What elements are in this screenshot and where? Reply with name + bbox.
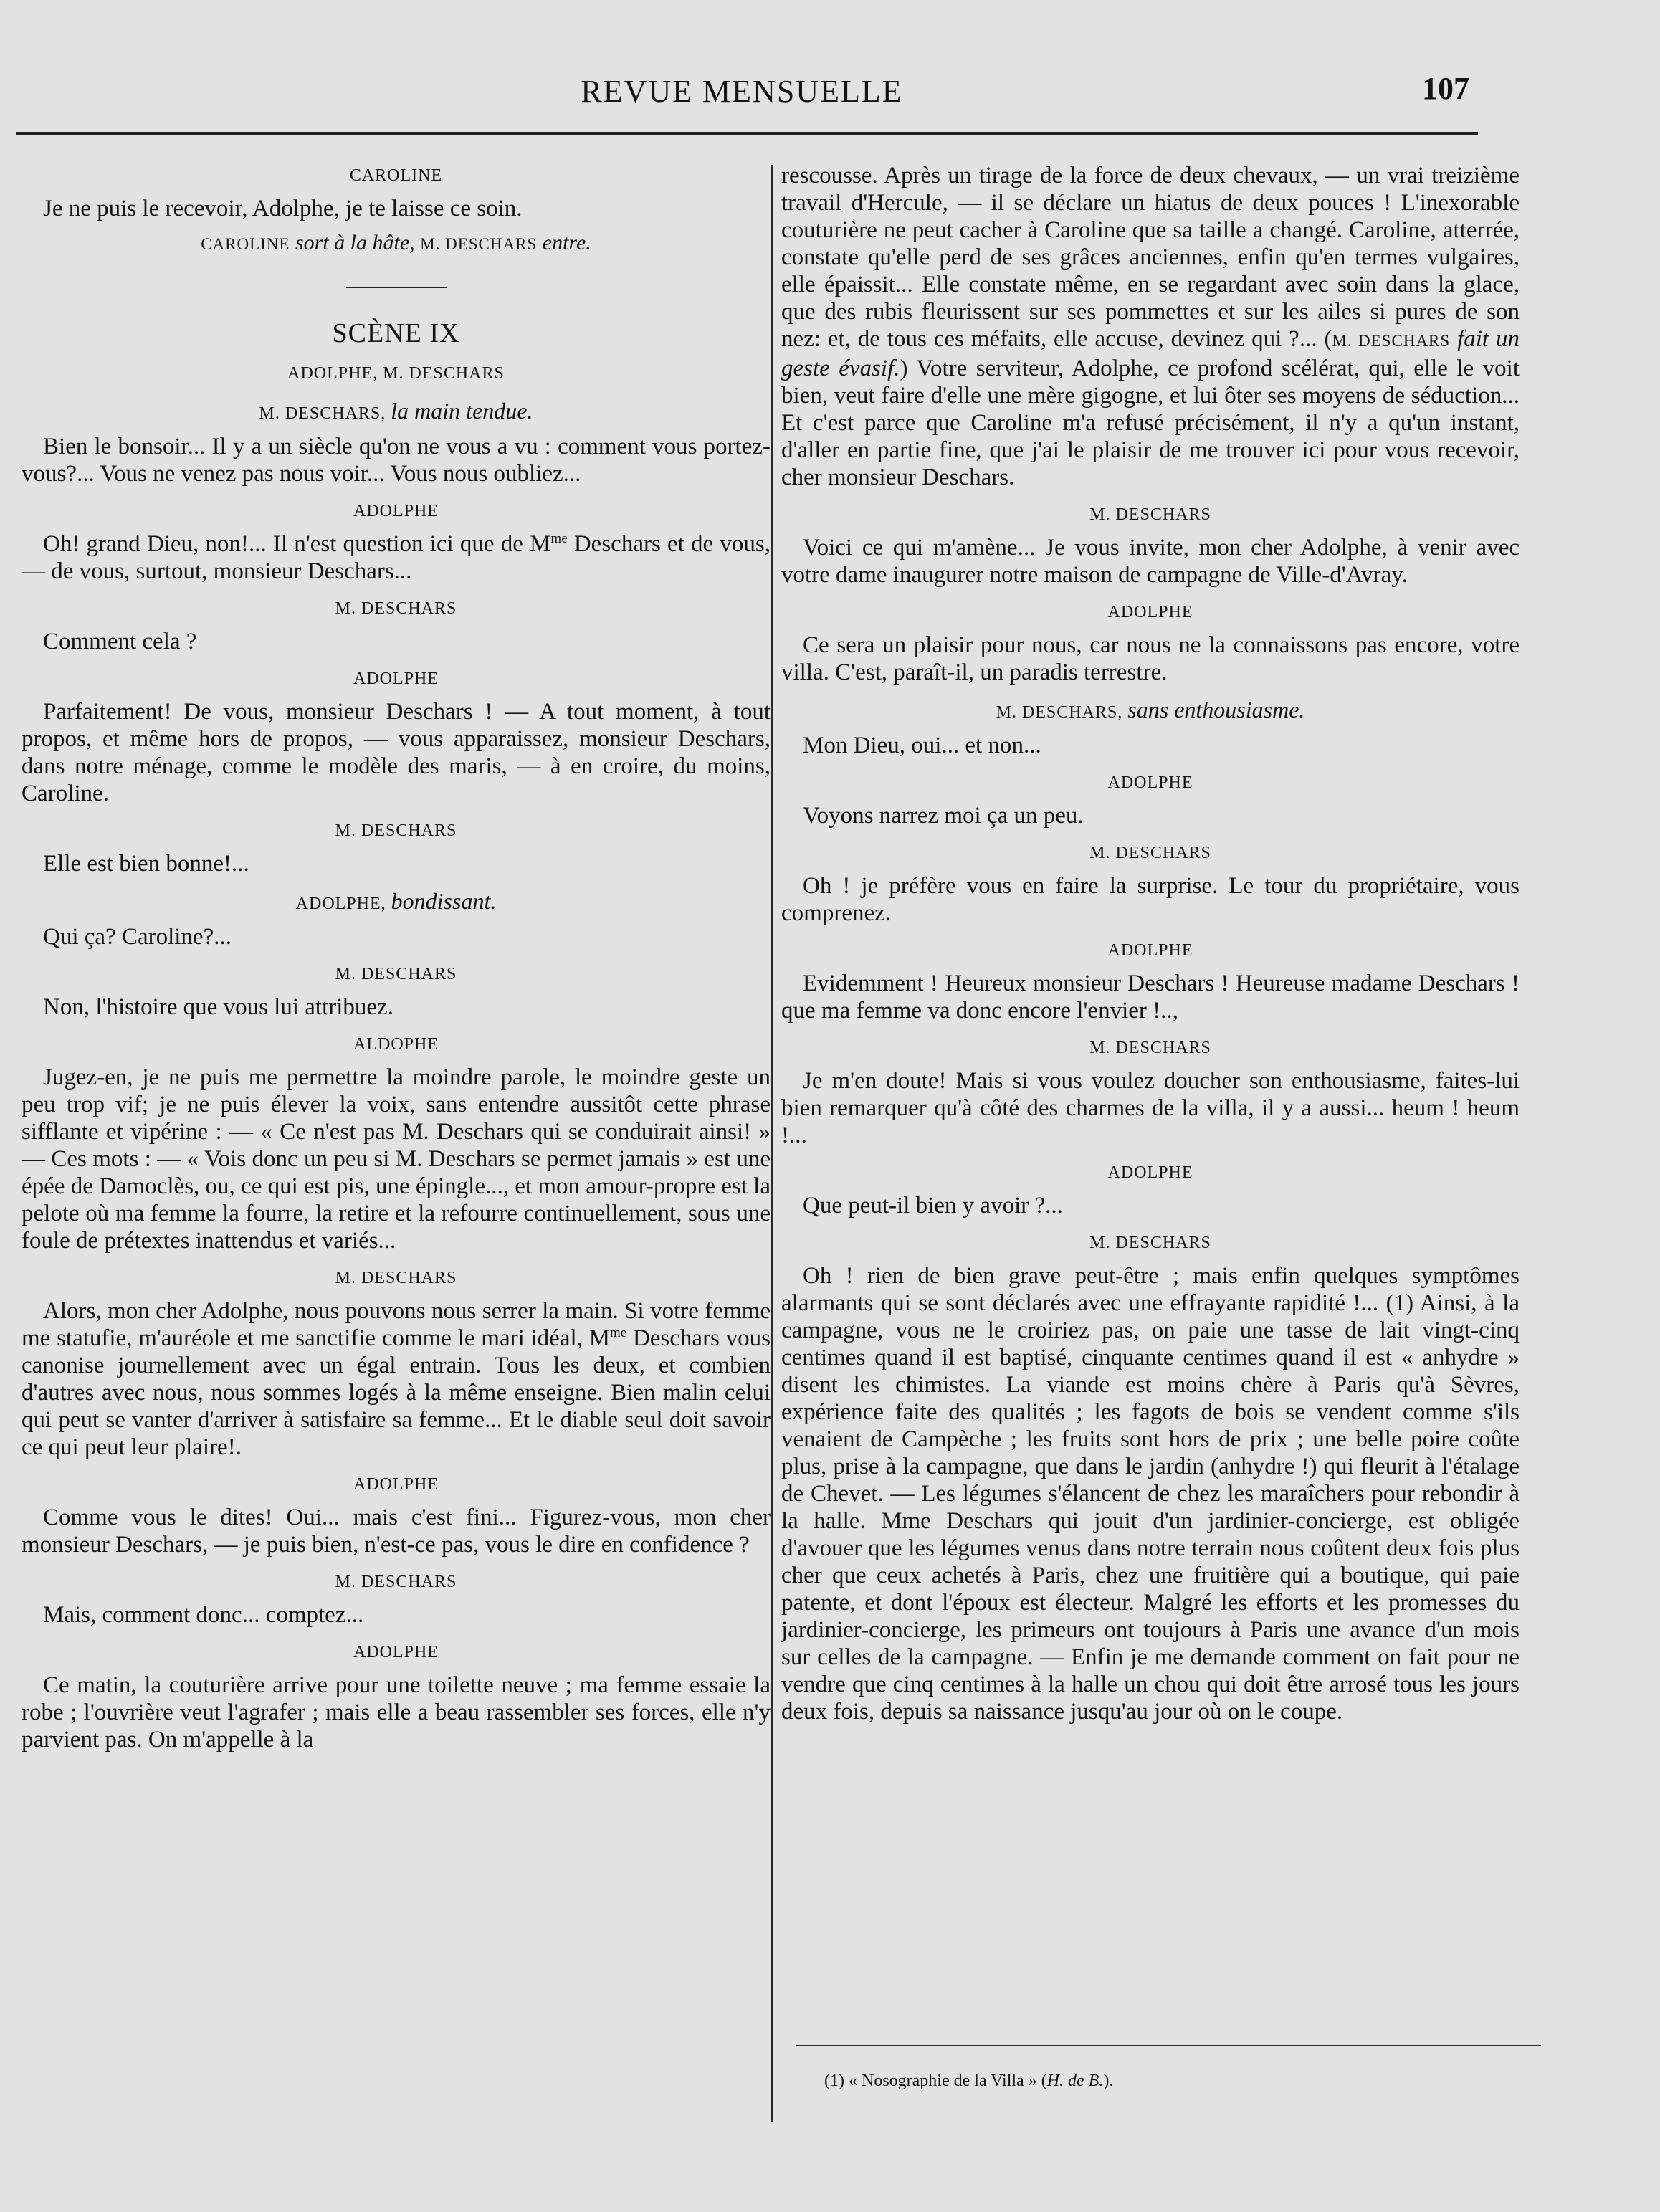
speaker-name [22,400,771,424]
text-run: Deschars vous canonise journellement avec un égal entrain. Tous les deux, et combien d'autres avec nous, nous sommes logés à la même enseigne. Bien malin celui qui peut se vanter d'arriver à satisfaire sa femme... Et le diable seul doit savoir ce qui peut leur plaire!. [22,1325,771,1460]
speaker-name: M. DESCHARS [335,821,457,840]
dialogue-text: Ce sera un plaisir pour nous, car nous ne la connaissons pas encore, votre villa. C'est, paraît-il, un paradis terrestre. [781,632,1520,685]
dialogue-text: Que peut-il bien y avoir ?... [803,1193,1063,1219]
superscript: me [550,531,568,546]
page-number: 107 [1422,71,1469,106]
scene-characters: ADOLPHE, M. DESCHARS [287,364,505,383]
text-run: ) Votre serviteur, Adolphe, ce profond scélérat, qui, elle le voit bien, veut faire d'elle une mère gigogne, et lui ôter ses moyens de séduction... Et c'est parce que Caroline m'a refusé précisément, il n'y a qu'un instant, d'aller en partie fine, que j'ai le plaisir de me trouver ici pour vous recevoir, cher monsieur Deschars. [781,356,1520,490]
text-run: Deschars et de vous, — de vous, surtout, monsieur Deschars... [22,531,771,584]
dialogue-text: Voici ce qui m'amène... Je vous invite, mon cher Adolphe, à venir avec votre dame inaugurer notre maison de campagne de Ville-d'Avray. [781,535,1520,588]
journal-title: REVUE MENSUELLE [581,74,903,109]
dialogue-text: Bien le bonsoir... Il y a un siècle qu'on ne vous a vu : comment vous portez-vous?... Vous ne venez pas nous voir... Vous nous oubliez... [22,434,771,487]
dialogue-text: Mais, comment donc... comptez... [43,1602,364,1628]
speaker-name: ADOLPHE [353,1643,439,1662]
footnote-rule [796,2045,1541,2046]
footnote-text: (1) « Nosographie de la Villa » ( [824,2072,1047,2090]
speaker-name: ALDOPHE [353,1035,439,1054]
speaker-name: ADOLPHE [1107,1163,1193,1182]
running-header [14,69,1469,119]
footnote-text: ). [1103,2072,1114,2090]
speaker-name [22,890,771,915]
speaker-name: ADOLPHE [353,502,439,520]
speaker-name: M. DESCHARS [1089,505,1211,524]
scene-separator [346,287,447,288]
stage-direction [22,229,771,258]
speaker-label: ADOLPHE, [295,895,386,913]
dialogue-text: Je ne puis le recevoir, Adolphe, je te laisse ce soin. [43,196,523,221]
inline-character: M. DESCHARS [1332,332,1451,350]
speaker-name: M. DESCHARS [1089,1039,1211,1057]
speaker-name [781,699,1520,723]
speaker-name: ADOLPHE [353,669,439,688]
speaker-name: ADOLPHE [1107,941,1193,960]
stage-text: entre. [542,231,591,254]
dialogue-text: Comme vous le dites! Oui... mais c'est fini... Figurez-vous, mon cher monsieur Deschars, — je puis bien, n'est-ce pas, vous le dire en confidence ? [22,1505,771,1558]
footnote [824,2072,1469,2091]
speaker-name: M. DESCHARS [1089,844,1211,862]
dialogue-text [22,530,771,585]
dialogue-text: Evidemment ! Heureux monsieur Deschars ! Heureuse madame Deschars ! que ma femme va donc encore l'envier !.., [781,971,1520,1024]
dialogue-text: Parfaitement! De vous, monsieur Deschars ! — A tout moment, à tout propos, et même hors de propos, — vous apparaissez, monsieur Deschars, dans notre ménage, comme le modèle des maris, — à en croire, du moins, Caroline. [22,699,771,806]
speaker-name: CAROLINE [349,166,443,185]
speaker-name: M. DESCHARS [1089,1234,1211,1252]
text-run: Oh! grand Dieu, non!... Il n'est question ici que de M [43,531,551,557]
stage-text: sort à la hâte, [295,231,415,254]
inline-direction: fait un geste évasif. [781,326,1520,381]
stage-character: CAROLINE [201,235,290,253]
text-run: rescousse. Après un tirage de la force de deux chevaux, — un vrai treizième travail d'Hercule, — il se déclare un hiatus de deux pouces ! L'inexorable couturière ne peut cacher à Caroline que sa taille a changé. Caroline, atterrée, constate qu'elle perd de ses grâces anciennes, enfin qu'en termes vulgaires, elle épaissit... Elle constate même, en se regardant avec soin dans la glace, que des rubis fleurissent sur ses pommettes et sur les ailes si pures de son nez: et, de tous ces méfaits, elle accuse, devinez qui ?... ( [781,163,1520,352]
stage-character: M. DESCHARS [420,235,538,253]
dialogue-text: Non, l'histoire que vous lui attribuez. [43,994,393,1020]
dialogue-text: Qui ça? Caroline?... [43,924,232,950]
speaker-name: ADOLPHE [1107,773,1193,792]
speaker-direction: bondissant. [391,888,497,914]
dialogue-text: Mon Dieu, oui... et non... [803,733,1041,758]
right-column [781,162,1520,1725]
dialogue-text: Oh ! je préfère vous en faire la surprise. Le tour du propriétaire, vous comprenez. [781,873,1520,926]
speaker-name: M. DESCHARS [335,1573,457,1591]
speaker-name: M. DESCHARS [335,599,457,618]
speaker-name: M. DESCHARS [335,1269,457,1287]
dialogue-text: Comment cela ? [43,629,197,654]
dialogue-text: Oh ! rien de bien grave peut-être ; mais enfin quelques symptômes alarmants qui se sont déclarés avec une effrayante rapidité !... (1) Ainsi, à la campagne, vous ne le croiriez pas, on paie une tasse de lait vingt-cinq centimes quand il est baptisé, cinquante centimes quand il est « anhydre » disent les chimistes. La viande est moins chère à Paris qu'à Sèvres, expérience faite des qualités ; les fagots de bois se vendent comme s'ils venaient de Campèche ; les fruits sont hors de prix ; une belle poire coûte plus, prise à la campagne, que dans le jardin (anhydre !) qui fleurit à l'étalage de Chevet. — Les légumes s'élancent de chez les maraîchers pour rebondir à la halle. Mme Deschars qui jouit d'un jardinier-concierge, est obligée d'avouer que les légumes venus dans notre terrain nous coûtent deux fois plus cher que ceux achetés à Paris, chez une fruitière qui a boutique, qui paie patente, et dont l'époux est électeur. Malgré les efforts et les promesses du jardinier-concierge, les primeurs ont toujours à Paris une avance d'un mois sur celles de la campagne. — Enfin je me demande comment on fait pour ne vendre que cinq centimes à la halle un chou qui doit être arrosé tous les jours deux fois, depuis sa naissance jusqu'au jour où on le coupe. [781,1263,1520,1725]
dialogue-text: Voyons narrez moi ça un peu. [803,803,1084,829]
left-column [22,162,771,1753]
speaker-label: M. DESCHARS, [996,703,1123,722]
speaker-name: ADOLPHE [353,1475,439,1494]
text-run: Alors, mon cher Adolphe, nous pouvons nous serrer la main. Si votre femme me statufie, m'auréole et me sanctifie comme le mari idéal, M [22,1298,771,1351]
header-rule [16,132,1478,135]
dialogue-text [781,162,1520,491]
dialogue-text: Elle est bien bonne!... [43,851,249,877]
dialogue-text: Jugez-en, je ne puis me permettre la moindre parole, le moindre geste un peu trop vif; je ne puis élever la voix, sans entendre aussitôt cette phrase sifflante et vipérine : — « Ce n'est pas M. Deschars qui se conduirait ainsi! » — Ces mots : — « Vois donc un peu si M. Deschars se permet jamais » est une épée de Damoclès, ou, ce qui est pis, une épingle..., et mon amour-propre est la pelote où ma femme la fourre, la retire et la refourre continuellement, sous une foule de prétextes inattendus et variés... [22,1064,771,1254]
dialogue-text [22,1297,771,1461]
speaker-direction: la main tendue. [391,398,533,424]
footnote-author: H. de B. [1046,2072,1104,2090]
dialogue-text: Je m'en doute! Mais si vous voulez doucher son enthousiasme, faites-lui bien remarquer qu'à côté des charmes de la villa, il y a aussi... heum ! heum !... [781,1068,1520,1148]
speaker-name: M. DESCHARS [335,965,457,983]
speaker-name: ADOLPHE [1107,603,1193,621]
speaker-direction: sans enthousiasme. [1127,697,1305,723]
column-divider [771,165,773,2122]
speaker-label: M. DESCHARS, [259,404,386,423]
superscript: me [609,1325,627,1340]
scene-title: SCÈNE IX [332,318,460,348]
dialogue-text: Ce matin, la couturière arrive pour une toilette neuve ; ma femme essaie la robe ; l'ouvrière veut l'agrafer ; mais elle a beau rassembler ses forces, elle n'y parvient pas. On m'appelle à la [22,1672,771,1753]
